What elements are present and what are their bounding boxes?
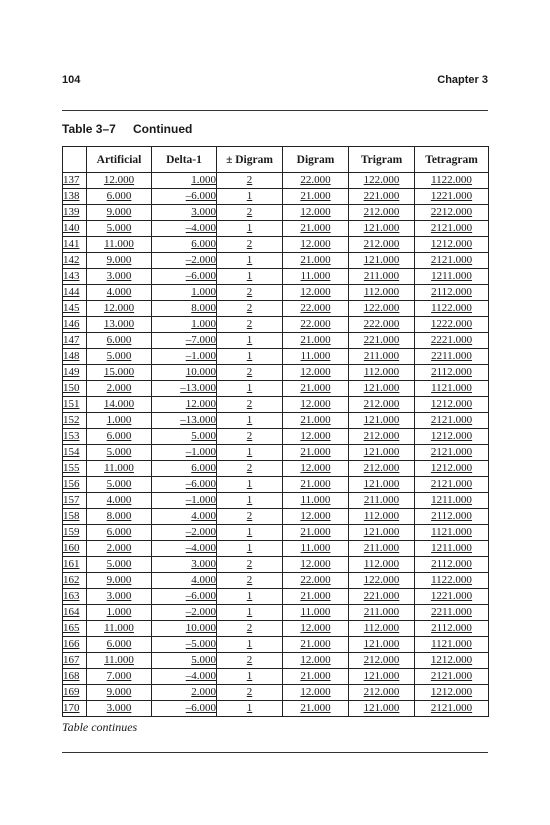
plus-minus-digram-cell: 2	[217, 173, 283, 189]
tetragram-cell: 1211.000	[415, 493, 489, 509]
row-index: 169	[63, 685, 87, 701]
digram-cell: 21.000	[283, 221, 349, 237]
delta-1-cell: –2.000	[152, 605, 217, 621]
trigram-cell: 222.000	[349, 317, 415, 333]
table-row	[63, 525, 489, 541]
delta-1-cell: –5.000	[152, 637, 217, 653]
table-row	[63, 397, 489, 413]
artificial-cell: 8.000	[87, 509, 152, 525]
artificial-cell: 11.000	[87, 621, 152, 637]
artificial-cell: 4.000	[87, 493, 152, 509]
trigram-cell: 112.000	[349, 285, 415, 301]
artificial-cell: 9.000	[87, 205, 152, 221]
plus-minus-digram-cell: 1	[217, 701, 283, 717]
tetragram-cell: 1212.000	[415, 237, 489, 253]
trigram-cell: 112.000	[349, 509, 415, 525]
chapter-label: Chapter 3	[437, 74, 488, 86]
artificial-cell: 5.000	[87, 349, 152, 365]
digram-cell: 12.000	[283, 285, 349, 301]
table-row	[63, 221, 489, 237]
artificial-cell: 11.000	[87, 237, 152, 253]
artificial-cell: 12.000	[87, 173, 152, 189]
table-row	[63, 573, 489, 589]
tetragram-cell: 2121.000	[415, 253, 489, 269]
artificial-cell: 9.000	[87, 573, 152, 589]
delta-1-cell: 8.000	[152, 301, 217, 317]
delta-1-cell: –7.000	[152, 333, 217, 349]
table-row	[63, 669, 489, 685]
digram-cell: 21.000	[283, 525, 349, 541]
artificial-cell: 9.000	[87, 253, 152, 269]
table-number: Table 3–7	[62, 122, 116, 136]
plus-minus-digram-cell: 1	[217, 589, 283, 605]
row-index: 147	[63, 333, 87, 349]
digram-cell: 21.000	[283, 589, 349, 605]
table-row	[63, 381, 489, 397]
delta-1-cell: –6.000	[152, 269, 217, 285]
tetragram-cell: 2112.000	[415, 621, 489, 637]
artificial-cell: 3.000	[87, 269, 152, 285]
row-index: 154	[63, 445, 87, 461]
table-row	[63, 685, 489, 701]
trigram-cell: 121.000	[349, 413, 415, 429]
plus-minus-digram-cell: 1	[217, 605, 283, 621]
row-index: 155	[63, 461, 87, 477]
plus-minus-digram-cell: 2	[217, 237, 283, 253]
artificial-cell: 15.000	[87, 365, 152, 381]
tetragram-cell: 1122.000	[415, 173, 489, 189]
tetragram-cell: 2121.000	[415, 221, 489, 237]
plus-minus-digram-cell: 2	[217, 365, 283, 381]
delta-1-cell: –4.000	[152, 221, 217, 237]
digram-cell: 12.000	[283, 237, 349, 253]
tetragram-cell: 1211.000	[415, 541, 489, 557]
delta-1-cell: –4.000	[152, 541, 217, 557]
delta-1-cell: 4.000	[152, 509, 217, 525]
table-row	[63, 621, 489, 637]
table-row	[63, 365, 489, 381]
artificial-cell: 4.000	[87, 285, 152, 301]
delta-1-cell: 5.000	[152, 653, 217, 669]
row-index: 150	[63, 381, 87, 397]
row-index: 153	[63, 429, 87, 445]
digram-cell: 12.000	[283, 653, 349, 669]
delta-1-cell: –2.000	[152, 253, 217, 269]
digram-cell: 12.000	[283, 365, 349, 381]
delta-1-cell: –1.000	[152, 445, 217, 461]
table-row	[63, 557, 489, 573]
tetragram-cell: 2121.000	[415, 445, 489, 461]
digram-cell: 12.000	[283, 621, 349, 637]
tetragram-cell: 2211.000	[415, 605, 489, 621]
digram-cell: 21.000	[283, 333, 349, 349]
digram-cell: 22.000	[283, 573, 349, 589]
row-index: 164	[63, 605, 87, 621]
plus-minus-digram-cell: 2	[217, 285, 283, 301]
tetragram-cell: 1211.000	[415, 269, 489, 285]
delta-1-cell: 3.000	[152, 557, 217, 573]
artificial-cell: 2.000	[87, 381, 152, 397]
tetragram-cell: 1122.000	[415, 573, 489, 589]
plus-minus-digram-cell: 2	[217, 429, 283, 445]
artificial-cell: 11.000	[87, 653, 152, 669]
digram-cell: 11.000	[283, 605, 349, 621]
row-index: 146	[63, 317, 87, 333]
tetragram-cell: 1212.000	[415, 685, 489, 701]
plus-minus-digram-cell: 1	[217, 413, 283, 429]
tetragram-cell: 1121.000	[415, 525, 489, 541]
digram-cell: 21.000	[283, 381, 349, 397]
table-row	[63, 605, 489, 621]
trigram-cell: 122.000	[349, 173, 415, 189]
tetragram-cell: 1212.000	[415, 397, 489, 413]
row-index: 151	[63, 397, 87, 413]
row-index: 166	[63, 637, 87, 653]
plus-minus-digram-cell: 1	[217, 349, 283, 365]
plus-minus-digram-cell: 1	[217, 269, 283, 285]
tetragram-cell: 2112.000	[415, 557, 489, 573]
table-row	[63, 269, 489, 285]
digram-cell: 11.000	[283, 349, 349, 365]
table-row	[63, 253, 489, 269]
delta-1-cell: –6.000	[152, 701, 217, 717]
plus-minus-digram-cell: 2	[217, 205, 283, 221]
table-row	[63, 701, 489, 717]
table-row	[63, 237, 489, 253]
table-row	[63, 637, 489, 653]
table-row	[63, 509, 489, 525]
tetragram-cell: 2121.000	[415, 669, 489, 685]
table-row	[63, 333, 489, 349]
row-index: 156	[63, 477, 87, 493]
delta-1-cell: 4.000	[152, 573, 217, 589]
artificial-cell: 6.000	[87, 189, 152, 205]
row-index: 152	[63, 413, 87, 429]
table-caption-label: Continued	[133, 122, 193, 136]
table-row	[63, 493, 489, 509]
trigram-cell: 212.000	[349, 685, 415, 701]
delta-1-cell: 1.000	[152, 317, 217, 333]
delta-1-cell: 12.000	[152, 397, 217, 413]
row-index: 144	[63, 285, 87, 301]
digram-cell: 21.000	[283, 445, 349, 461]
tetragram-cell: 1222.000	[415, 317, 489, 333]
trigram-cell: 221.000	[349, 589, 415, 605]
trigram-cell: 212.000	[349, 397, 415, 413]
digram-cell: 21.000	[283, 701, 349, 717]
row-index: 167	[63, 653, 87, 669]
table-row	[63, 477, 489, 493]
table-row	[63, 445, 489, 461]
table-row	[63, 461, 489, 477]
plus-minus-digram-cell: 2	[217, 573, 283, 589]
table-row	[63, 429, 489, 445]
tetragram-cell: 2211.000	[415, 349, 489, 365]
row-index: 142	[63, 253, 87, 269]
trigram-cell: 121.000	[349, 637, 415, 653]
row-index: 137	[63, 173, 87, 189]
trigram-cell: 112.000	[349, 621, 415, 637]
trigram-cell: 212.000	[349, 429, 415, 445]
artificial-cell: 13.000	[87, 317, 152, 333]
column-header-plus-minus-digram: ± Digram	[217, 147, 283, 173]
delta-1-cell: 1.000	[152, 173, 217, 189]
artificial-cell: 6.000	[87, 333, 152, 349]
digram-cell: 12.000	[283, 509, 349, 525]
delta-1-cell: 5.000	[152, 429, 217, 445]
delta-1-cell: 6.000	[152, 237, 217, 253]
artificial-cell: 1.000	[87, 605, 152, 621]
row-index: 163	[63, 589, 87, 605]
trigram-cell: 121.000	[349, 477, 415, 493]
trigram-cell: 211.000	[349, 349, 415, 365]
table-continues-note: Table continues	[62, 720, 138, 734]
column-header-artificial: Artificial	[87, 147, 152, 173]
artificial-cell: 7.000	[87, 669, 152, 685]
column-header-tetragram: Tetragram	[415, 147, 489, 173]
artificial-cell: 5.000	[87, 221, 152, 237]
row-index: 158	[63, 509, 87, 525]
trigram-cell: 212.000	[349, 461, 415, 477]
row-index: 138	[63, 189, 87, 205]
plus-minus-digram-cell: 2	[217, 397, 283, 413]
plus-minus-digram-cell: 2	[217, 461, 283, 477]
plus-minus-digram-cell: 1	[217, 541, 283, 557]
digram-cell: 12.000	[283, 461, 349, 477]
tetragram-cell: 2121.000	[415, 701, 489, 717]
column-header-digram: Digram	[283, 147, 349, 173]
digram-cell: 21.000	[283, 637, 349, 653]
plus-minus-digram-cell: 1	[217, 445, 283, 461]
digram-cell: 22.000	[283, 173, 349, 189]
table-header-row	[63, 147, 489, 173]
table-row	[63, 205, 489, 221]
row-index: 161	[63, 557, 87, 573]
delta-1-cell: –6.000	[152, 589, 217, 605]
delta-1-cell: 6.000	[152, 461, 217, 477]
plus-minus-digram-cell: 1	[217, 493, 283, 509]
plus-minus-digram-cell: 2	[217, 317, 283, 333]
digram-cell: 12.000	[283, 429, 349, 445]
digram-cell: 12.000	[283, 685, 349, 701]
row-index: 170	[63, 701, 87, 717]
delta-1-cell: –1.000	[152, 349, 217, 365]
tetragram-cell: 2121.000	[415, 477, 489, 493]
artificial-cell: 14.000	[87, 397, 152, 413]
digram-cell: 11.000	[283, 269, 349, 285]
trigram-cell: 122.000	[349, 301, 415, 317]
delta-1-cell: –6.000	[152, 189, 217, 205]
plus-minus-digram-cell: 1	[217, 477, 283, 493]
table-row	[63, 285, 489, 301]
artificial-cell: 12.000	[87, 301, 152, 317]
delta-1-cell: –2.000	[152, 525, 217, 541]
table-row	[63, 413, 489, 429]
delta-1-cell: –1.000	[152, 493, 217, 509]
digram-cell: 21.000	[283, 253, 349, 269]
plus-minus-digram-cell: 1	[217, 637, 283, 653]
column-header-index	[63, 147, 87, 173]
plus-minus-digram-cell: 1	[217, 381, 283, 397]
plus-minus-digram-cell: 1	[217, 525, 283, 541]
tetragram-cell: 2212.000	[415, 205, 489, 221]
table-row	[63, 349, 489, 365]
digram-cell: 11.000	[283, 493, 349, 509]
digram-cell: 12.000	[283, 557, 349, 573]
tetragram-cell: 1212.000	[415, 653, 489, 669]
artificial-cell: 11.000	[87, 461, 152, 477]
trigram-cell: 112.000	[349, 365, 415, 381]
artificial-cell: 3.000	[87, 701, 152, 717]
tetragram-cell: 2221.000	[415, 333, 489, 349]
delta-1-cell: 3.000	[152, 205, 217, 221]
artificial-cell: 9.000	[87, 685, 152, 701]
artificial-cell: 2.000	[87, 541, 152, 557]
trigram-cell: 121.000	[349, 525, 415, 541]
digram-cell: 12.000	[283, 205, 349, 221]
row-index: 141	[63, 237, 87, 253]
digram-cell: 12.000	[283, 397, 349, 413]
delta-1-cell: –13.000	[152, 381, 217, 397]
top-divider	[62, 110, 488, 111]
artificial-cell: 5.000	[87, 557, 152, 573]
row-index: 162	[63, 573, 87, 589]
plus-minus-digram-cell: 2	[217, 685, 283, 701]
delta-1-cell: 10.000	[152, 621, 217, 637]
delta-1-cell: 1.000	[152, 285, 217, 301]
table-caption	[62, 122, 192, 136]
trigram-cell: 212.000	[349, 205, 415, 221]
delta-1-cell: 2.000	[152, 685, 217, 701]
column-header-trigram: Trigram	[349, 147, 415, 173]
row-index: 143	[63, 269, 87, 285]
artificial-cell: 6.000	[87, 525, 152, 541]
plus-minus-digram-cell: 2	[217, 301, 283, 317]
tetragram-cell: 1121.000	[415, 637, 489, 653]
trigram-cell: 112.000	[349, 557, 415, 573]
digram-cell: 21.000	[283, 413, 349, 429]
trigram-cell: 121.000	[349, 381, 415, 397]
running-header	[62, 74, 488, 88]
row-index: 160	[63, 541, 87, 557]
delta-1-cell: –13.000	[152, 413, 217, 429]
table-row	[63, 541, 489, 557]
artificial-cell: 1.000	[87, 413, 152, 429]
plus-minus-digram-cell: 1	[217, 189, 283, 205]
row-index: 165	[63, 621, 87, 637]
plus-minus-digram-cell: 1	[217, 253, 283, 269]
column-header-delta-1: Delta-1	[152, 147, 217, 173]
tetragram-cell: 2112.000	[415, 509, 489, 525]
trigram-cell: 211.000	[349, 269, 415, 285]
tetragram-cell: 2121.000	[415, 413, 489, 429]
artificial-cell: 5.000	[87, 477, 152, 493]
table-row	[63, 589, 489, 605]
digram-cell: 22.000	[283, 317, 349, 333]
delta-1-cell: –4.000	[152, 669, 217, 685]
trigram-cell: 221.000	[349, 333, 415, 349]
data-table	[62, 146, 489, 717]
trigram-cell: 211.000	[349, 605, 415, 621]
trigram-cell: 121.000	[349, 669, 415, 685]
plus-minus-digram-cell: 1	[217, 669, 283, 685]
trigram-cell: 121.000	[349, 701, 415, 717]
trigram-cell: 221.000	[349, 189, 415, 205]
table-row	[63, 653, 489, 669]
trigram-cell: 121.000	[349, 445, 415, 461]
digram-cell: 22.000	[283, 301, 349, 317]
row-index: 145	[63, 301, 87, 317]
row-index: 159	[63, 525, 87, 541]
tetragram-cell: 1212.000	[415, 461, 489, 477]
artificial-cell: 6.000	[87, 429, 152, 445]
row-index: 149	[63, 365, 87, 381]
table-row	[63, 173, 489, 189]
page-number: 104	[62, 74, 81, 86]
plus-minus-digram-cell: 1	[217, 221, 283, 237]
tetragram-cell: 2112.000	[415, 285, 489, 301]
delta-1-cell: 10.000	[152, 365, 217, 381]
digram-cell: 21.000	[283, 669, 349, 685]
tetragram-cell: 1122.000	[415, 301, 489, 317]
digram-cell: 21.000	[283, 189, 349, 205]
digram-cell: 21.000	[283, 477, 349, 493]
tetragram-cell: 1121.000	[415, 381, 489, 397]
row-index: 148	[63, 349, 87, 365]
row-index: 140	[63, 221, 87, 237]
tetragram-cell: 1221.000	[415, 589, 489, 605]
digram-cell: 11.000	[283, 541, 349, 557]
trigram-cell: 121.000	[349, 253, 415, 269]
table-row	[63, 301, 489, 317]
trigram-cell: 211.000	[349, 493, 415, 509]
plus-minus-digram-cell: 2	[217, 621, 283, 637]
plus-minus-digram-cell: 2	[217, 557, 283, 573]
table-row	[63, 189, 489, 205]
trigram-cell: 211.000	[349, 541, 415, 557]
trigram-cell: 212.000	[349, 237, 415, 253]
artificial-cell: 5.000	[87, 445, 152, 461]
trigram-cell: 121.000	[349, 221, 415, 237]
tetragram-cell: 1221.000	[415, 189, 489, 205]
plus-minus-digram-cell: 2	[217, 509, 283, 525]
artificial-cell: 6.000	[87, 637, 152, 653]
plus-minus-digram-cell: 2	[217, 653, 283, 669]
row-index: 168	[63, 669, 87, 685]
artificial-cell: 3.000	[87, 589, 152, 605]
trigram-cell: 122.000	[349, 573, 415, 589]
tetragram-cell: 2112.000	[415, 365, 489, 381]
plus-minus-digram-cell: 1	[217, 333, 283, 349]
row-index: 157	[63, 493, 87, 509]
table-row	[63, 317, 489, 333]
tetragram-cell: 1212.000	[415, 429, 489, 445]
delta-1-cell: –6.000	[152, 477, 217, 493]
trigram-cell: 212.000	[349, 653, 415, 669]
table-body	[63, 173, 489, 717]
row-index: 139	[63, 205, 87, 221]
bottom-divider	[62, 752, 488, 753]
